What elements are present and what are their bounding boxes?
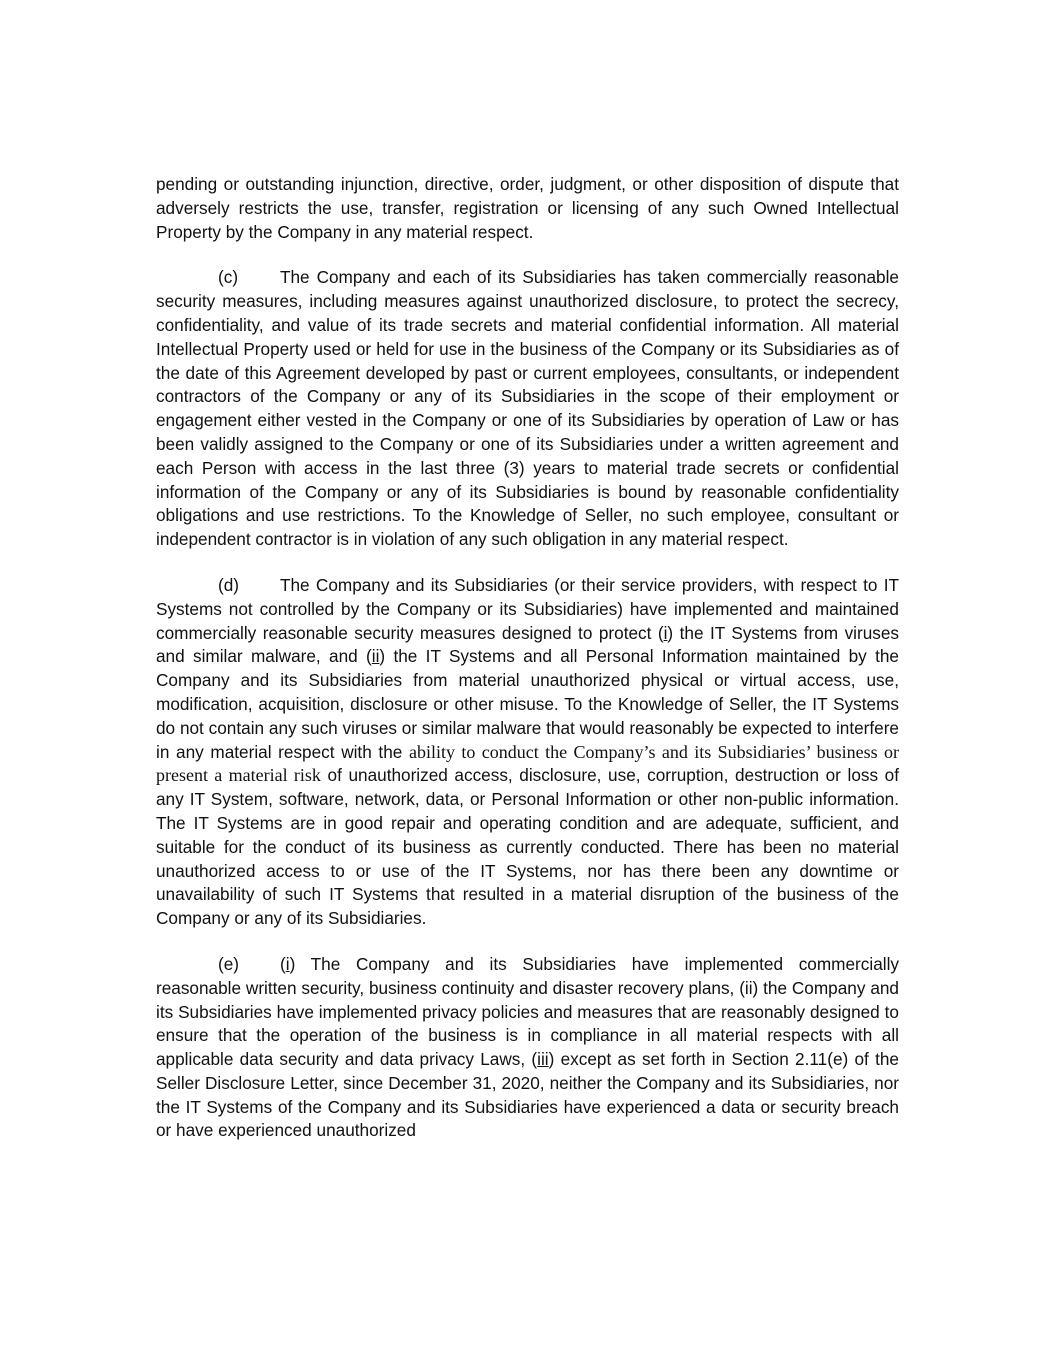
document-page: [156, 173, 899, 1165]
paragraph-e: [156, 953, 899, 1143]
paragraph-c-label: (c): [218, 267, 239, 288]
paragraph-d-text-3: ) the IT Systems and all Personal Information maintained by the Company and its Subsidiaries from material unauthorized physical or virtual access, use, modification, acquisition, disclosure or other misuse. To the Knowledge of Seller, the IT Systems do not contain any such viruses or similar malware that would reasonably be expected to interfere in any material respect with the: [156, 646, 899, 762]
paragraph-d-text-2: ) the IT Systems from viruses and similar malware, and (: [156, 622, 900, 667]
paragraph-d: [156, 574, 899, 931]
paragraph-e-numeral-i: i: [285, 953, 290, 974]
paragraph-d-numeral-i: i: [663, 622, 668, 643]
paragraph-e-numeral-iii: iii: [537, 1049, 549, 1070]
paragraph-d-text-1: The Company and its Subsidiaries (or their service providers, with respect to IT Systems not controlled by the Company or its Subsidiaries) have implemented and maintained commercially reasonable security measures designed to protect (: [156, 574, 899, 643]
paragraph-d-text-4: of unauthorized access, disclosure, use, corruption, destruction or loss of any IT System, software, network, data, or Personal Information or other non-public information. The IT Systems are in good repair and operating condition and are adequate, sufficient, and suitable for the conduct of its business as currently conducted. There has been no material unauthorized access to or use of the IT Systems, nor has there been any downtime or unavailability of such IT Systems that resulted in a material disruption of the business of the Company or any of its Subsidiaries.: [156, 765, 900, 929]
paragraph-continued-text: pending or outstanding injunction, directive, order, judgment, or other disposition of dispute that adversely restricts the use, transfer, registration or licensing of any such Owned Intellectual Property by the Company in any material respect.: [156, 174, 899, 242]
paragraph-e-label: (e): [218, 953, 240, 974]
paragraph-d-label: (d): [218, 574, 240, 595]
paragraph-c: [156, 266, 899, 552]
paragraph-continued: [156, 173, 899, 244]
paragraph-d-serif-line: ability to conduct the Company’s and its Subsidiaries’ business or present a material risk: [156, 741, 899, 786]
paragraph-e-text-2: ) except as set forth in Section 2.11(e) of the Seller Disclosure Letter, since December 31, 2020, neither the Company and its Subsidiaries, nor the IT Systems of the Company and its Subsidiaries have experienced a data or security breach or have experienced unauthorized: [156, 1049, 899, 1141]
paragraph-e-text-1: ) The Company and its Subsidiaries have implemented commercially reasonable written security, business continuity and disaster recovery plans, (ii) the Company and its Subsidiaries have implemented privacy policies and measures that are reasonably designed to ensure that the operation of the business is in compliance in all material respects with all applicable data security and data privacy Laws, (: [156, 953, 899, 1070]
paragraph-c-text: The Company and each of its Subsidiaries has taken commercially reasonable security measures, including measures against unauthorized disclosure, to protect the secrecy, confidentiality, and value of its trade secrets and material confidential information. All material Intellectual Property used or held for use in the business of the Company or its Subsidiaries as of the date of this Agreement developed by past or current employees, consultants, or independent contractors of the Company or any of its Subsidiaries in the scope of their employment or engagement either vested in the Company or one of its Subsidiaries by operation of Law or has been validly assigned to the Company or one of its Subsidiaries under a written agreement and each Person with access in the last three (3) years to material trade secrets or confidential information of the Company or any of its Subsidiaries is bound by reasonable confidentiality obligations and use restrictions. To the Knowledge of Seller, no such employee, consultant or independent contractor is in violation of any such obligation in any material respect.: [156, 267, 899, 550]
paragraph-e-open: (: [280, 953, 286, 974]
paragraph-d-numeral-ii: ii: [371, 646, 380, 667]
